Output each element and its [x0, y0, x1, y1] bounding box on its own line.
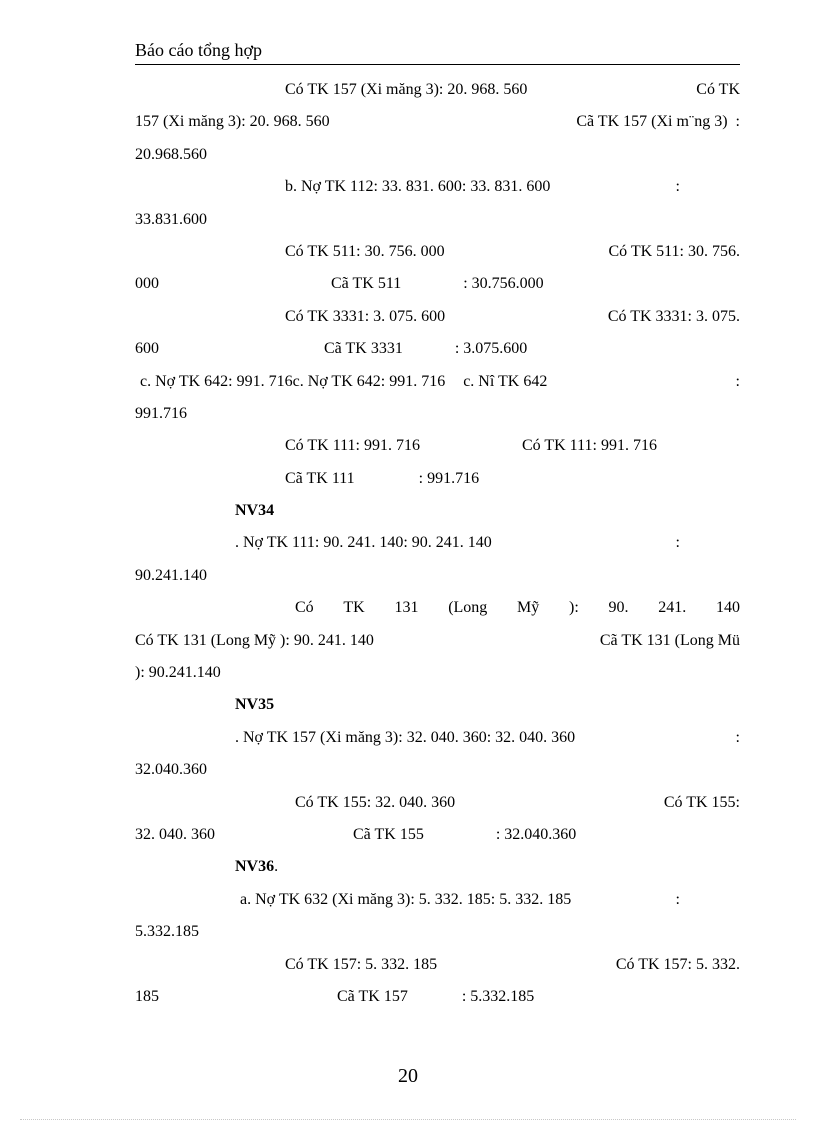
- text-line: 33.831.600: [135, 210, 207, 228]
- page-divider: [20, 1119, 796, 1120]
- document-body: [135, 76, 740, 1015]
- text-line: Có TK 511: 30. 756. 000 Có TK 511: 30. 756.: [285, 242, 740, 260]
- text-line: 5.332.185: [135, 923, 199, 941]
- text-line: 90.241.140: [135, 566, 207, 584]
- text-line: 600 Cã TK 3331 : 3.075.600: [135, 340, 528, 358]
- text-line: Có TK 157: 5. 332. 185 Có TK 157: 5. 332.: [285, 955, 740, 973]
- text-line: 185 Cã TK 157 : 5.332.185: [135, 987, 535, 1005]
- text-line: a. Nợ TK 632 (Xi măng 3): 5. 332. 185: 5. 332. 185 :: [240, 890, 680, 908]
- text-line: c. Nợ TK 642: 991. 716c. Nợ TK 642: 991. 716 c. Nî TK 642 :: [140, 372, 740, 390]
- document-header: Báo cáo tổng hợp: [135, 38, 740, 65]
- text-line: Có TK 155: 32. 040. 360 Có TK 155:: [295, 793, 740, 811]
- text-line: ): 90.241.140: [135, 664, 221, 682]
- section-heading: NV36.: [235, 858, 279, 876]
- text-line: 20.968.560: [135, 145, 207, 163]
- text-line: . Nợ TK 111: 90. 241. 140: 90. 241. 140 :: [235, 534, 680, 552]
- section-heading: NV34: [235, 502, 275, 520]
- text-line: Có TK 131 (Long Mỹ ): 90. 241. 140: [295, 599, 740, 617]
- text-line: Có TK 131 (Long Mỹ ): 90. 241. 140 Cã TK 131 (Long Mü: [135, 631, 740, 649]
- section-heading: NV35: [235, 696, 275, 714]
- text-line: 32. 040. 360 Cã TK 155 : 32.040.360: [135, 825, 577, 843]
- text-line: 32.040.360: [135, 761, 207, 779]
- page-number: 20: [398, 1065, 418, 1087]
- text-line: Có TK 3331: 3. 075. 600 Có TK 3331: 3. 075.: [285, 307, 740, 325]
- text-line: Có TK 157 (Xi măng 3): 20. 968. 560 Có TK: [285, 81, 740, 98]
- text-line: 157 (Xi măng 3): 20. 968. 560 Cã TK 157 (Xi m¨ng 3) :: [135, 113, 740, 131]
- text-line: 991.716: [135, 404, 187, 422]
- text-line: . Nợ TK 157 (Xi măng 3): 32. 040. 360: 32. 040. 360 :: [235, 728, 740, 746]
- text-line: b. Nợ TK 112: 33. 831. 600: 33. 831. 600 :: [285, 178, 680, 196]
- text-line: Cã TK 111 : 991.716: [285, 469, 480, 487]
- text-line: 000 Cã TK 511 : 30.756.000: [135, 275, 544, 293]
- text-line: Có TK 111: 991. 716 Có TK 111: 991. 716: [285, 437, 657, 455]
